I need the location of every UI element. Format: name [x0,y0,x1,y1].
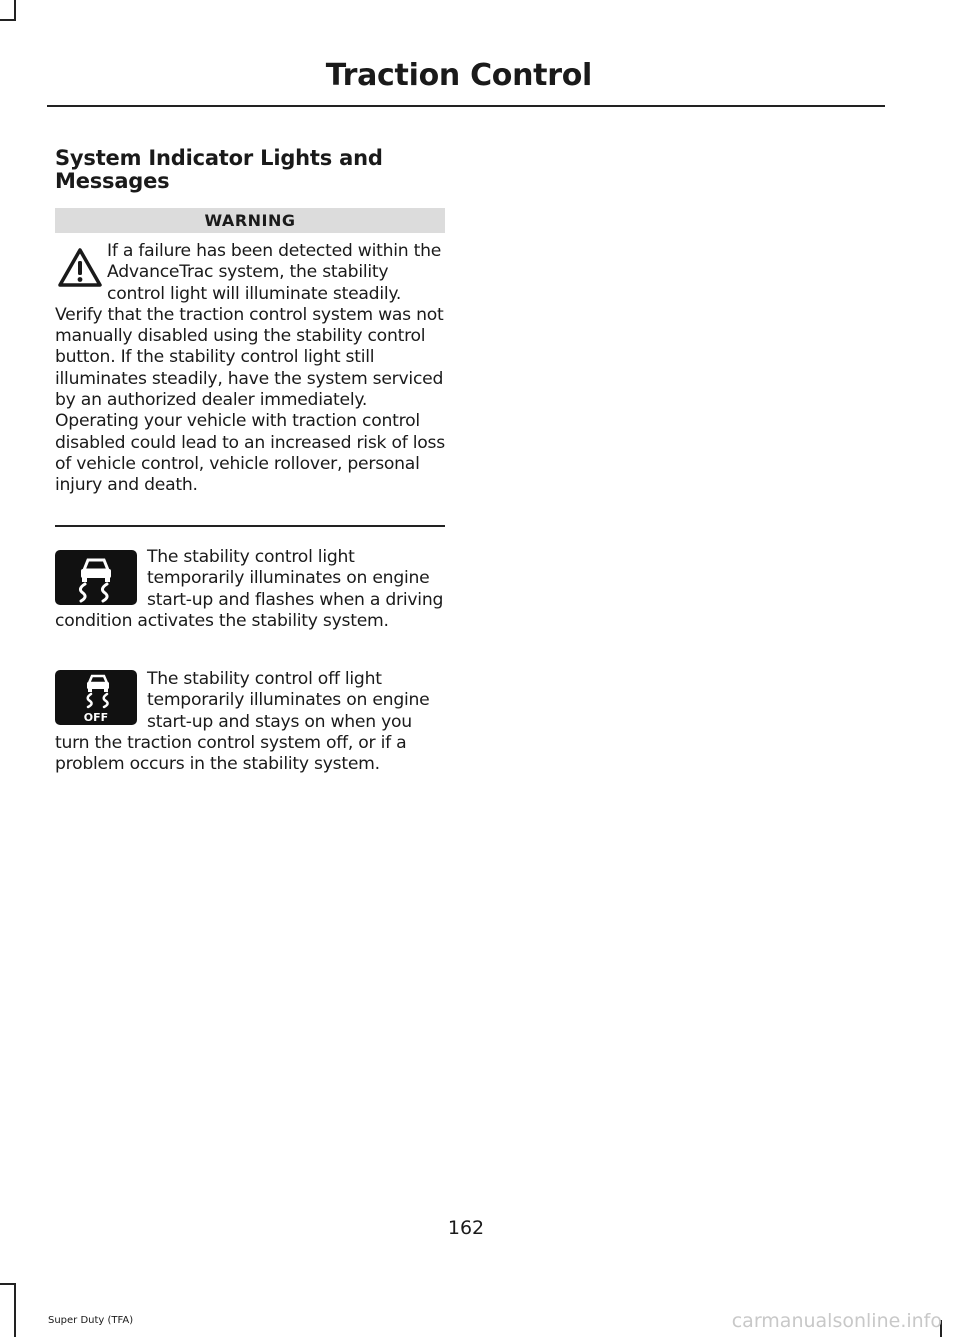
section-heading: System Indicator Lights and Messages [55,146,383,193]
indicator-text-block [55,669,447,775]
warning-divider [55,525,445,527]
off-badge-label: OFF [83,711,109,724]
warning-text: If a failure has been detected within the AdvanceTrac system, the stability control light will illuminate steadily. Verify that the traction control system was not manually disabled using the stability control button. If the stability control light still illuminates steadily, have the system serviced by an authorized dealer immediately. Operating your vehicle with traction control disabled could lead to an increased risk of loss of vehicle control, vehicle rollover, personal injury and death. [55,241,445,496]
warning-text-block [55,241,447,497]
footer-model: Super Duty (TFA) [48,1315,134,1326]
page-number: 162 [447,1217,485,1239]
crop-mark [0,19,16,21]
stability-control-text: The stability control light temporarily illuminates on engine start-up and flashes when a driving condition activates the stability system. [55,547,444,631]
indicator-text-block [55,547,447,632]
crop-mark [14,1283,16,1337]
crop-mark [14,0,16,20]
header-divider [47,105,885,107]
crop-mark [0,1283,16,1285]
watermark: carmanualsonline.info [731,1310,942,1332]
page-title: Traction Control [325,58,592,93]
warning-label: WARNING [55,208,445,233]
stability-control-off-text: The stability control off light temporarily illuminates on engine start-up and stays on when you turn the traction control system off, or if a problem occurs in the stability system. [55,669,430,775]
